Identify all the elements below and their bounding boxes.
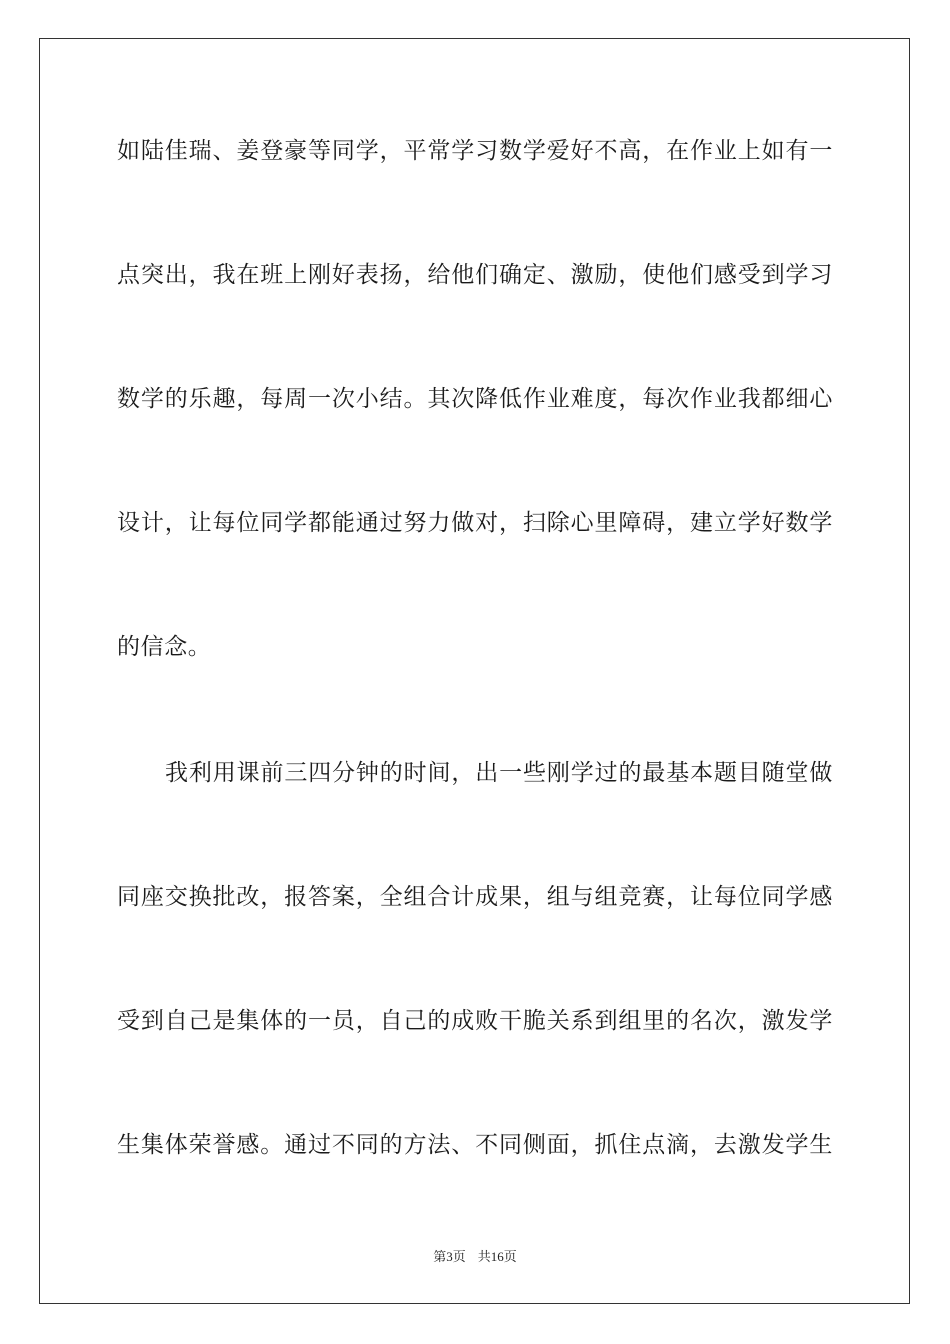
paragraph-1-line-5: 的信念。 [117,634,212,660]
paragraph-1-line-1: 如陆佳瑞、姜登豪等同学，平常学习数学爱好不高，在作业上如有一 [117,138,833,164]
paragraph-2-line-2: 同座交换批改，报答案，全组合计成果，组与组竞赛，让每位同学感 [117,884,833,910]
paragraph-2-line-4: 生集体荣誉感。通过不同的方法、不同侧面，抓住点滴，去激发学生 [117,1132,833,1158]
paragraph-1-line-4: 设计，让每位同学都能通过努力做对，扫除心里障碍，建立学好数学 [117,510,833,536]
page-number: 第3页 [433,1249,466,1264]
page-frame [39,38,910,1304]
page-footer [0,1248,950,1266]
paragraph-2-line-3: 受到自己是集体的一员，自己的成败干脆关系到组里的名次，激发学 [117,1008,833,1034]
paragraph-2-line-1: 我利用课前三四分钟的时间，出一些刚学过的最基本题目随堂做 [165,760,833,786]
paragraph-1-line-3: 数学的乐趣，每周一次小结。其次降低作业难度，每次作业我都细心 [117,386,833,412]
total-pages: 共16页 [477,1249,517,1264]
paragraph-1-line-2: 点突出，我在班上刚好表扬，给他们确定、激励，使他们感受到学习 [117,262,833,288]
